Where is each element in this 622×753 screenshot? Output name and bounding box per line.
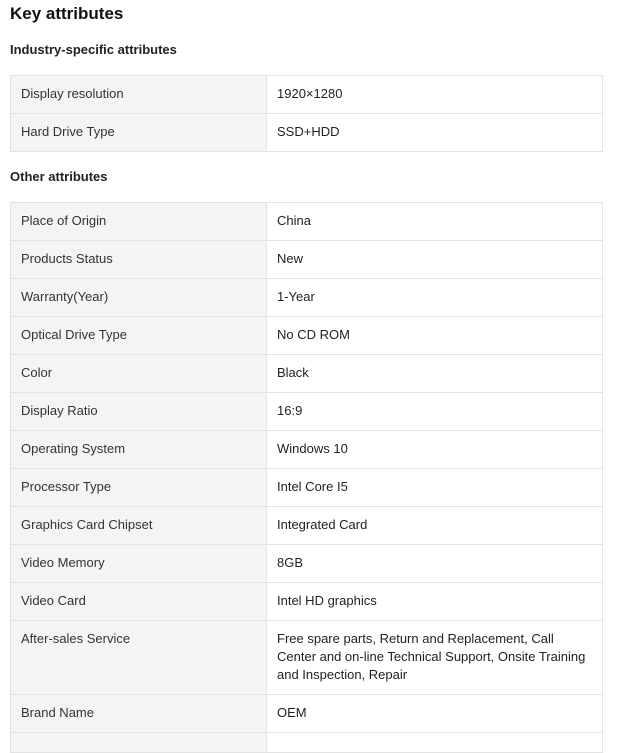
- table-row: [11, 241, 603, 279]
- attribute-value: 16:9: [267, 393, 603, 431]
- attribute-key: Products Status: [11, 241, 267, 279]
- attribute-key: Warranty(Year): [11, 279, 267, 317]
- attribute-value: Integrated Card: [267, 507, 603, 545]
- table-row: [11, 393, 603, 431]
- table-row: [11, 695, 603, 733]
- table-row: [11, 76, 603, 114]
- attribute-key: Display Ratio: [11, 393, 267, 431]
- table-row: [11, 621, 603, 695]
- section-title-industry: Industry-specific attributes: [10, 42, 177, 57]
- attribute-value: [267, 733, 603, 753]
- attribute-key: Optical Drive Type: [11, 317, 267, 355]
- section-title-other: Other attributes: [10, 169, 108, 184]
- attribute-value: New: [267, 241, 603, 279]
- attribute-key: Hard Drive Type: [11, 114, 267, 152]
- table-row: [11, 279, 603, 317]
- attribute-value: 1-Year: [267, 279, 603, 317]
- attribute-key: After-sales Service: [11, 621, 267, 695]
- table-row: [11, 431, 603, 469]
- table-row: [11, 545, 603, 583]
- attribute-key: Processor Type: [11, 469, 267, 507]
- other-attributes-table: [10, 202, 603, 753]
- attribute-key: Video Memory: [11, 545, 267, 583]
- table-row: [11, 317, 603, 355]
- attribute-key: Operating System: [11, 431, 267, 469]
- page-title: Key attributes: [10, 4, 124, 23]
- attribute-value: SSD+HDD: [267, 114, 603, 152]
- key-attributes-panel: [10, 0, 603, 753]
- attribute-value: Windows 10: [267, 431, 603, 469]
- attribute-value: 8GB: [267, 545, 603, 583]
- attribute-value: OEM: [267, 695, 603, 733]
- attribute-value: Intel Core I5: [267, 469, 603, 507]
- attribute-value: Intel HD graphics: [267, 583, 603, 621]
- table-row: [11, 355, 603, 393]
- attribute-key: Place of Origin: [11, 203, 267, 241]
- attribute-key: Display resolution: [11, 76, 267, 114]
- attribute-key: Video Card: [11, 583, 267, 621]
- attribute-key: Color: [11, 355, 267, 393]
- table-row: [11, 469, 603, 507]
- table-row: [11, 733, 603, 753]
- attribute-value: Free spare parts, Return and Replacement, Call Center and on-line Technical Support, Onsite Training and Inspection, Repair: [267, 621, 603, 695]
- industry-attributes-table: [10, 75, 603, 152]
- attribute-key: Graphics Card Chipset: [11, 507, 267, 545]
- attribute-value: No CD ROM: [267, 317, 603, 355]
- attribute-value: Black: [267, 355, 603, 393]
- table-row: [11, 114, 603, 152]
- table-row: [11, 583, 603, 621]
- table-row: [11, 507, 603, 545]
- attribute-value: China: [267, 203, 603, 241]
- attribute-value: 1920×1280: [267, 76, 603, 114]
- attribute-key: [11, 733, 267, 753]
- table-row: [11, 203, 603, 241]
- attribute-key: Brand Name: [11, 695, 267, 733]
